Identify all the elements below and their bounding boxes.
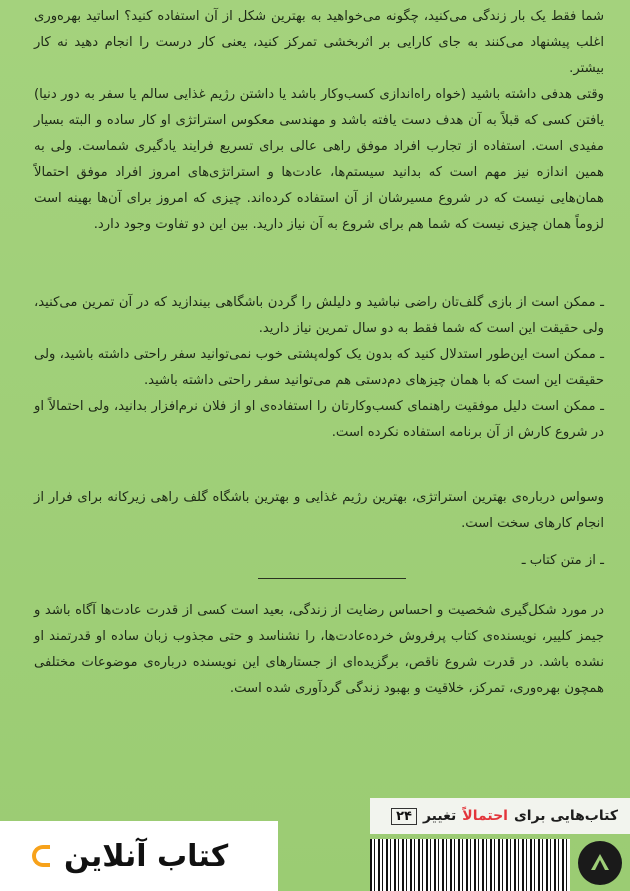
about-text: در مورد شکل‌گیری شخصیت و احساس رضایت از زندگی، بعید است کسی از قدرت عادت‌ها آگاه باشد و جیمز کلییر، نویسنده‌ی کتاب پرفروش خرده‌عادت‌ها، را نشناسد و حتی مجذوب زبان ساده او قدرتمند او نشده باشد. در قدرت شروع ناقص، برگزیده‌ای از جستارهای این نویسنده درباره‌ی موضوعات مختلفی همچون بهره‌وری، تمرکز، خلاقیت و بهبود زندگی گردآوری شده است. (34, 603, 604, 696)
publisher-logo-icon (578, 841, 622, 885)
series-label (370, 798, 630, 834)
section-divider (258, 578, 406, 579)
closing-paragraph (34, 485, 604, 537)
intro-paragraph-2: وقتی هدفی داشته باشید (خواه راه‌اندازی کسب‌وکار باشد یا داشتن رژیم غذایی سالم یا سفر به دور دنیا) یافتن کسی که قبلاً به آن هدف دست یافته باشد و مهندسی معکوس استراتژی او کار ساده و البته بسیار مفیدی است. استفاده از تجارب افراد موفق راهی عالی برای تسریع فرایند یادگیری شماست. ولی به همین اندازه نیز مهم است که بدانید سیستم‌ها، عادت‌ها و استراتژی‌های امروز افراد موفق احتمالاً همان‌هایی نیست که در شروع مسیرشان از آن استفاده کرده‌اند. چیزی که امروز برای آن‌ها بهینه است لزوماً همان چیزی نیست که شما هم برای شروع به آن نیاز دارید. بین این دو تفاوت وجود دارد. (34, 87, 604, 232)
barcode (370, 839, 570, 891)
bullet-item: ـ ممکن است دلیل موفقیت راهنمای کسب‌وکارتان را استفاده‌ی او از فلان نرم‌افزار بدانید، ولی احتمالاً او در شروع کارش از آن برنامه استفاده نکرده است. (34, 399, 604, 440)
intro-paragraph-1: شما فقط یک بار زندگی می‌کنید، چگونه می‌خواهید به بهترین شکل از آن استفاده کنید؟ اساتید بهره‌وری اغلب پیشنهاد می‌کنند به جای کارایی بر اثربخشی تمرکز کنید، یعنی کار درست را انجام دهید نه کار بیشتر. (34, 9, 604, 76)
bullet-list (34, 290, 604, 446)
watermark-text: کتاب آنلاین (64, 838, 229, 874)
bullet-item: ـ ممکن است از بازی گلف‌تان راضی نباشید و دلیلش را گردن باشگاهی بیندازید که در آن تمرین می‌کنید، ولی حقیقت این است که شما فقط به دو سال تمرین نیاز دارید. (34, 295, 604, 336)
source-note: ـ از متن کتاب ـ (521, 553, 604, 568)
series-suffix: تغییر (422, 808, 457, 824)
bullet-item: ـ ممکن است این‌طور استدلال کنید که بدون یک کوله‌پشتی خوب نمی‌توانید سفر راحتی داشته باشید، ولی حقیقت این است که با همان چیزهای دم‌دستی هم می‌توانید سفر راحتی داشته باشید. (34, 347, 604, 388)
watermark-logo-icon (32, 845, 50, 867)
closing-text: وسواس درباره‌ی بهترین استراتژی، بهترین رژیم غذایی و بهترین باشگاه گلف راهی زیرکانه برای فرار از انجام کارهای سخت است. (34, 490, 604, 531)
series-highlight: احتمالاً (462, 808, 508, 824)
series-prefix: کتاب‌هایی برای (513, 808, 618, 824)
site-watermark (0, 821, 278, 891)
about-book (34, 598, 604, 702)
series-number: ۲۴ (391, 808, 417, 825)
intro-text (34, 4, 604, 238)
